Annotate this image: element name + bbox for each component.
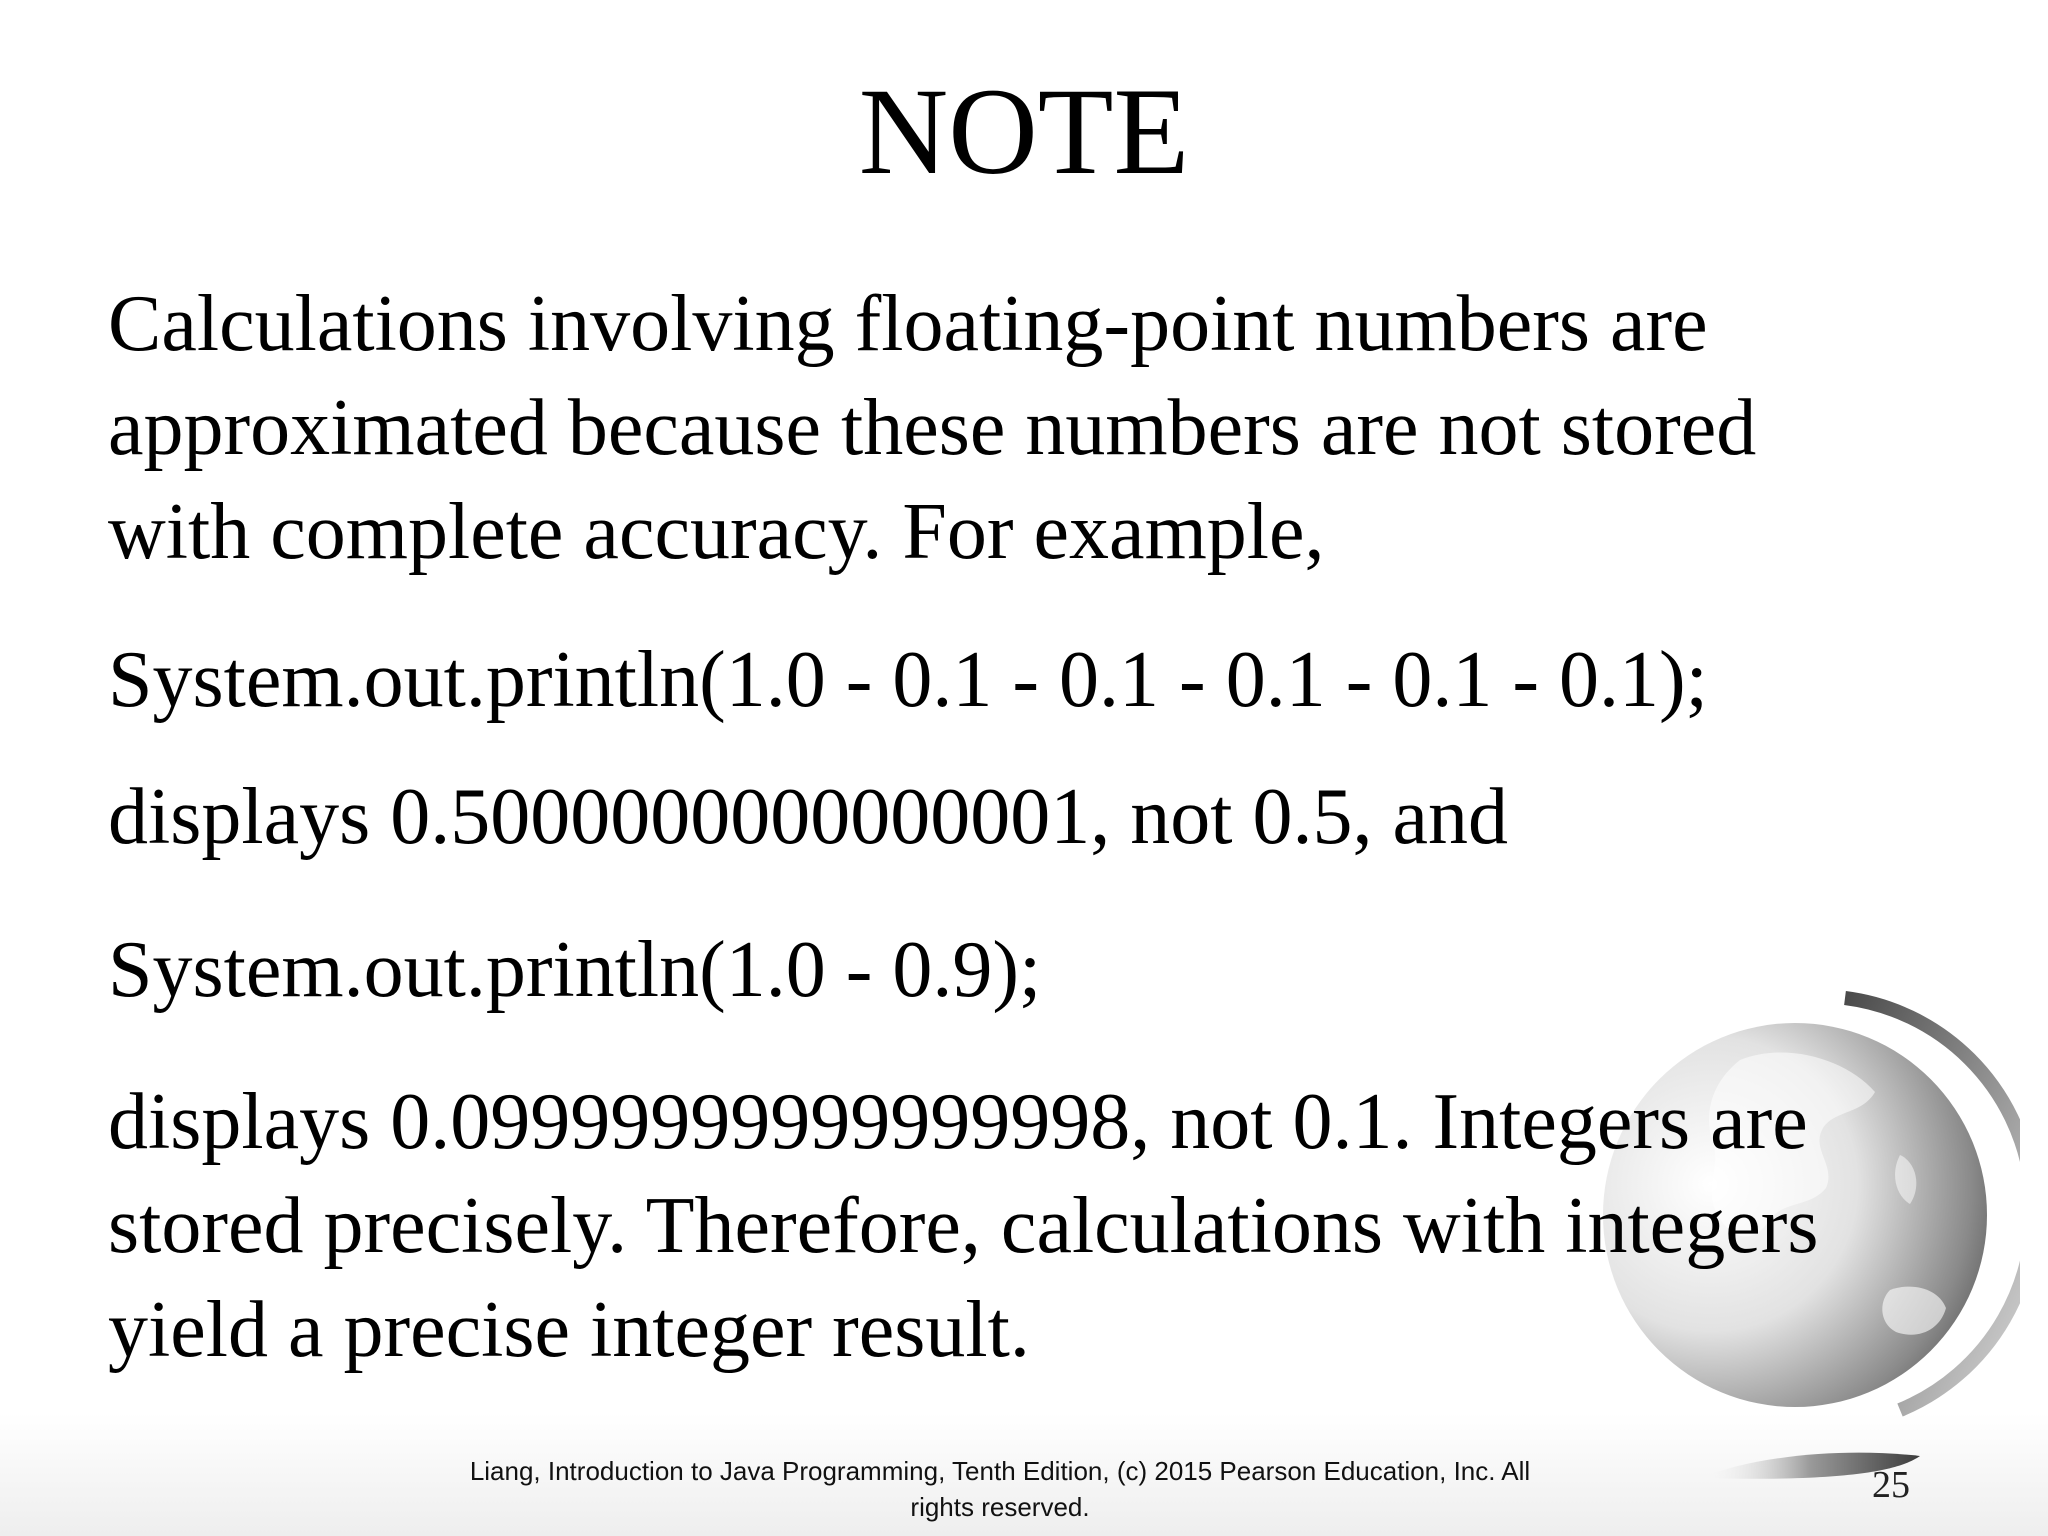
paragraph-line: Calculations involving floating-point numbers are	[108, 280, 1708, 368]
code-example-1	[108, 628, 1968, 732]
slide-title: NOTE	[858, 63, 1190, 200]
paragraph-line: approximated because these numbers are not stored	[108, 384, 1757, 472]
paragraph-line: System.out.println(1.0 - 0.9);	[108, 926, 1042, 1014]
paragraph-line: with complete accuracy. For example,	[108, 488, 1325, 576]
paragraph-line: displays 0.5000000000000001, not 0.5, and	[108, 773, 1508, 861]
page-number: 25	[1872, 1464, 1910, 1506]
result-example-2	[108, 1070, 1968, 1382]
result-example-1	[108, 765, 1968, 869]
paragraph-line: displays 0.09999999999999998, not 0.1. Integers are	[108, 1078, 1808, 1166]
copyright-footer	[380, 1453, 1620, 1525]
footer-line: rights reserved.	[910, 1492, 1090, 1522]
paragraph-line: yield a precise integer result.	[108, 1286, 1030, 1374]
code-example-2	[108, 918, 1968, 1022]
paragraph-line: stored precisely. Therefore, calculations with integers	[108, 1182, 1819, 1270]
footer-line: Liang, Introduction to Java Programming, Tenth Edition, (c) 2015 Pearson Education, Inc. All	[469, 1456, 1531, 1486]
paragraph-line: System.out.println(1.0 - 0.1 - 0.1 - 0.1 - 0.1 - 0.1);	[108, 636, 1708, 724]
paragraph-intro	[108, 272, 1968, 584]
